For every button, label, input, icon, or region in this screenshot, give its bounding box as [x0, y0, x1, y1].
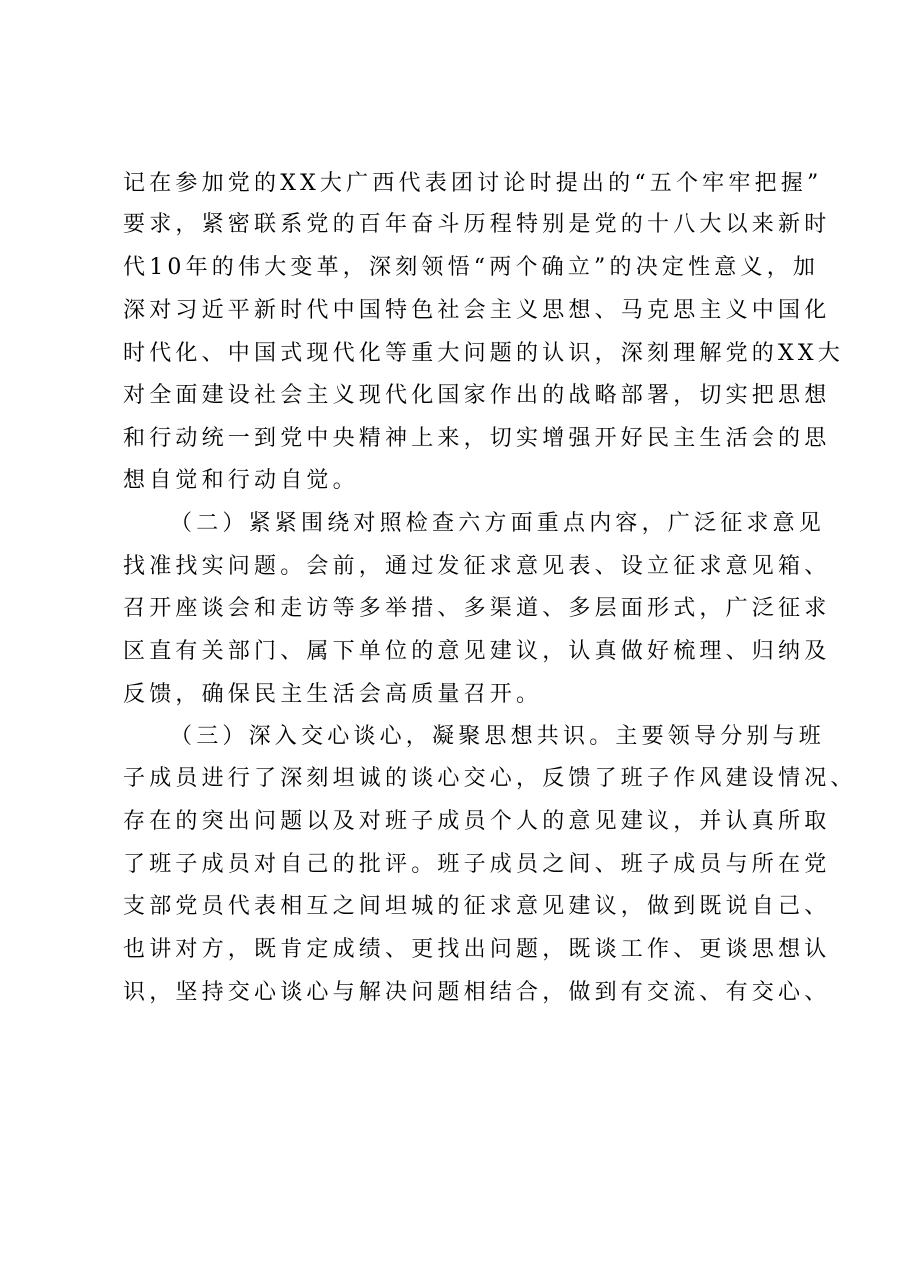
text-line: 召开座谈会和走访等多举措、多渠道、多层面形式，广泛征求	[123, 596, 831, 621]
text-line: 要求，紧密联系党的百年奋斗历程特别是党的十八大以来新时	[123, 212, 831, 237]
text-line: 记在参加党的XX大广西代表团讨论时提出的“五个牢牢把握”	[123, 171, 823, 196]
text-line: 时代化、中国式现代化等重大问题的认识，深刻理解党的XX大	[123, 341, 844, 366]
text-line: 反馈，确保民主生活会高质量召开。	[123, 682, 543, 707]
text-line: 也讲对方，既肯定成绩、更找出问题，既谈工作、更谈思想认	[123, 937, 831, 962]
text-line: 识，坚持交心谈心与解决问题相结合，做到有交流、有交心、	[123, 980, 831, 1005]
text-line: 代10年的伟大变革，深刻领悟“两个确立”的决定性意义，加	[123, 255, 820, 280]
text-line: 和行动统一到党中央精神上来，切实增强开好民主生活会的思	[123, 426, 831, 451]
paragraph-3-first-line: （三）深入交心谈心，凝聚思想共识。主要领导分别与班	[170, 724, 826, 749]
text-line: 子成员进行了深刻坦诚的谈心交心，反馈了班子作风建设情况、	[123, 766, 857, 791]
text-line: 了班子成员对自己的批评。班子成员之间、班子成员与所在党	[123, 852, 831, 877]
text-line: 区直有关部门、属下单位的意见建议，认真做好梳理、归纳及	[123, 639, 831, 664]
text-line: 找准找实问题。会前，通过发征求意见表、设立征求意见箱、	[123, 554, 831, 579]
text-line: 存在的突出问题以及对班子成员个人的意见建议，并认真所取	[123, 809, 831, 834]
paragraph-2-first-line: （二）紧紧围绕对照检查六方面重点内容，广泛征求意见	[170, 511, 826, 536]
text-line: 对全面建设社会主义现代化国家作出的战略部署，切实把思想	[123, 383, 831, 408]
text-line: 深对习近平新时代中国特色社会主义思想、马克思主义中国化	[123, 298, 831, 323]
text-line: 想自觉和行动自觉。	[123, 468, 359, 493]
text-line: 支部党员代表相互之间坦城的征求意见建议，做到既说自己、	[123, 894, 831, 919]
